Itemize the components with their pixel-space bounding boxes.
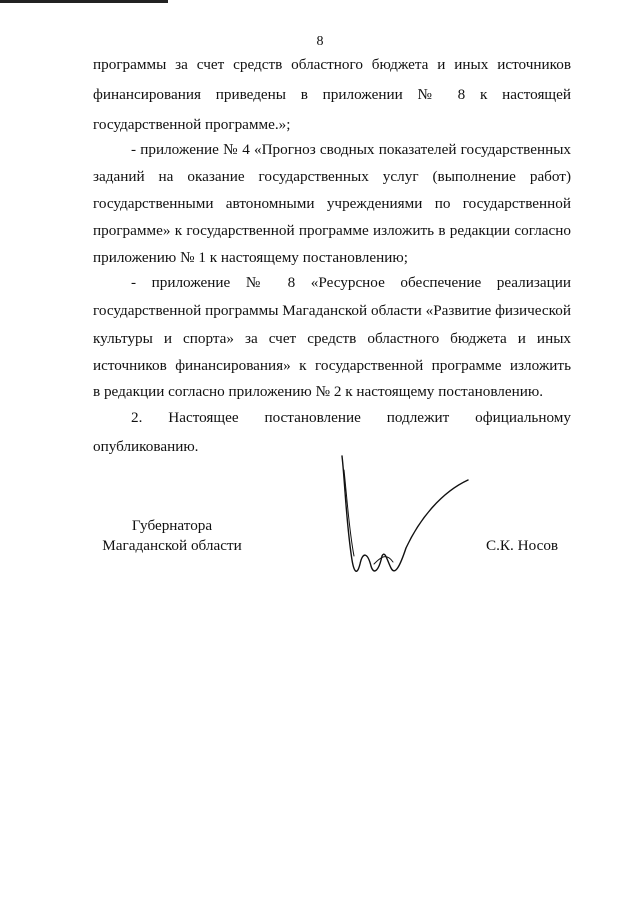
body-line: культуры и спорта» за счет средств областного бюджета и иных [93, 330, 571, 347]
body-line: государственными автономными учреждениями по государственной [93, 195, 571, 212]
body-line: заданий на оказание государственных услуг (выполнение работ) [93, 168, 571, 185]
body-line: программе» к государственной программе изложить в редакции согласно [93, 222, 571, 239]
body-line: опубликованию. [93, 438, 199, 455]
body-line: программы за счет средств областного бюджета и иных источников [93, 56, 571, 73]
body-line: - приложение № 8 «Ресурсное обеспечение реализации [131, 274, 571, 291]
signatory-title-line: Магаданской области [102, 537, 242, 554]
signatory-title [86, 516, 258, 556]
body-line: - приложение № 4 «Прогноз сводных показателей государственных [131, 141, 571, 158]
body-line: государственной программе.»; [93, 116, 291, 133]
body-line: 2. Настоящее постановление подлежит официальному [131, 409, 571, 426]
body-line: финансирования приведены в приложении № 8 к настоящей [93, 86, 571, 103]
body-line: источников финансирования» к государственной программе изложить [93, 357, 571, 374]
body-line: приложению № 1 к настоящему постановлению; [93, 249, 408, 266]
scan-edge-mark [0, 0, 168, 3]
handwritten-signature [330, 452, 480, 582]
body-line: государственной программы Магаданской области «Развитие физической [93, 302, 571, 319]
signatory-name: С.К. Носов [486, 537, 559, 554]
page-number: 8 [316, 34, 324, 49]
signatory-title-line: Губернатора [131, 517, 213, 534]
body-line: в редакции согласно приложению № 2 к настоящему постановлению. [93, 383, 544, 400]
